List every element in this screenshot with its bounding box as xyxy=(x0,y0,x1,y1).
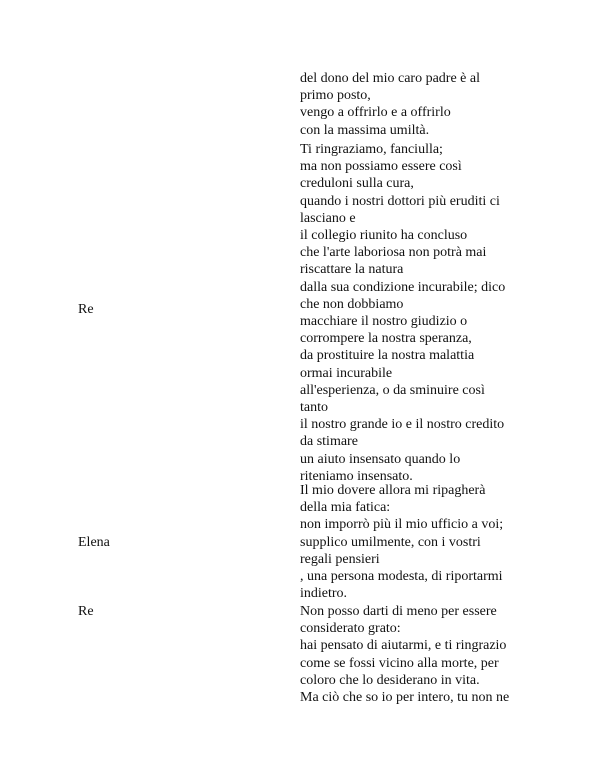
text-line: Non posso darti di meno per essere xyxy=(300,604,497,619)
text-line: coloro che lo desiderano in vita. xyxy=(300,672,480,688)
text-line: del dono del mio caro padre è al xyxy=(300,71,480,86)
text-line: ma non possiamo essere così xyxy=(300,159,462,175)
text-line: dalla sua condizione incurabile; dico xyxy=(300,279,506,295)
text-line: , una persona modesta, di riportarmi xyxy=(300,569,503,585)
text-line: Ma ciò che so io per intero, tu non ne xyxy=(300,690,510,706)
dialogue-text-block-2 xyxy=(300,482,532,602)
text-line: con la massima umiltà. xyxy=(300,122,430,138)
text-line: come se fossi vicino alla morte, per xyxy=(300,655,499,671)
text-line: da prostituire la nostra malattia xyxy=(300,348,475,364)
text-line: della mia fatica: xyxy=(300,500,391,516)
speaker-name: Re xyxy=(78,604,94,619)
text-line: riscattare la natura xyxy=(300,262,404,278)
dialogue-text-block-0 xyxy=(300,70,532,139)
text-line: indietro. xyxy=(300,586,348,602)
text-line: un aiuto insensato quando lo xyxy=(300,451,461,467)
text-line: non imporrò più il mio ufficio a voi; xyxy=(300,517,504,533)
text-line: macchiare il nostro giudizio o xyxy=(300,314,468,330)
text-line: tanto xyxy=(300,400,328,416)
text-line: regali pensieri xyxy=(300,551,380,567)
speaker-name: Elena xyxy=(78,535,110,550)
text-line: creduloni sulla cura, xyxy=(300,176,414,192)
dialogue-text-block-3 xyxy=(300,603,532,706)
text-line: Il mio dovere allora mi ripagherà xyxy=(300,483,486,498)
text-line: hai pensato di aiutarmi, e ti ringrazio xyxy=(300,638,507,654)
text-line: vengo a offrirlo e a offrirlo xyxy=(300,105,451,121)
text-line: primo posto, xyxy=(300,88,371,104)
text-line: il nostro grande io e il nostro credito xyxy=(300,417,505,433)
text-line: che l'arte laboriosa non potrà mai xyxy=(300,245,487,261)
text-line: il collegio riunito ha concluso xyxy=(300,228,468,244)
text-line: riteniamo insensato. xyxy=(300,468,413,484)
text-line: considerato grato: xyxy=(300,621,401,637)
text-line: lasciano e xyxy=(300,210,356,226)
dialogue-text-block-1 xyxy=(300,141,532,485)
text-line: all'esperienza, o da sminuire così xyxy=(300,382,485,398)
text-line: da stimare xyxy=(300,434,358,450)
speaker-name: Re xyxy=(78,302,94,317)
text-line: che non dobbiamo xyxy=(300,296,404,312)
text-line: ormai incurabile xyxy=(300,365,393,381)
text-line: quando i nostri dottori più eruditi ci xyxy=(300,193,500,209)
text-line: supplico umilmente, con i vostri xyxy=(300,534,481,550)
text-line: corrompere la nostra speranza, xyxy=(300,331,472,347)
text-line: Ti ringraziamo, fanciulla; xyxy=(300,142,443,157)
